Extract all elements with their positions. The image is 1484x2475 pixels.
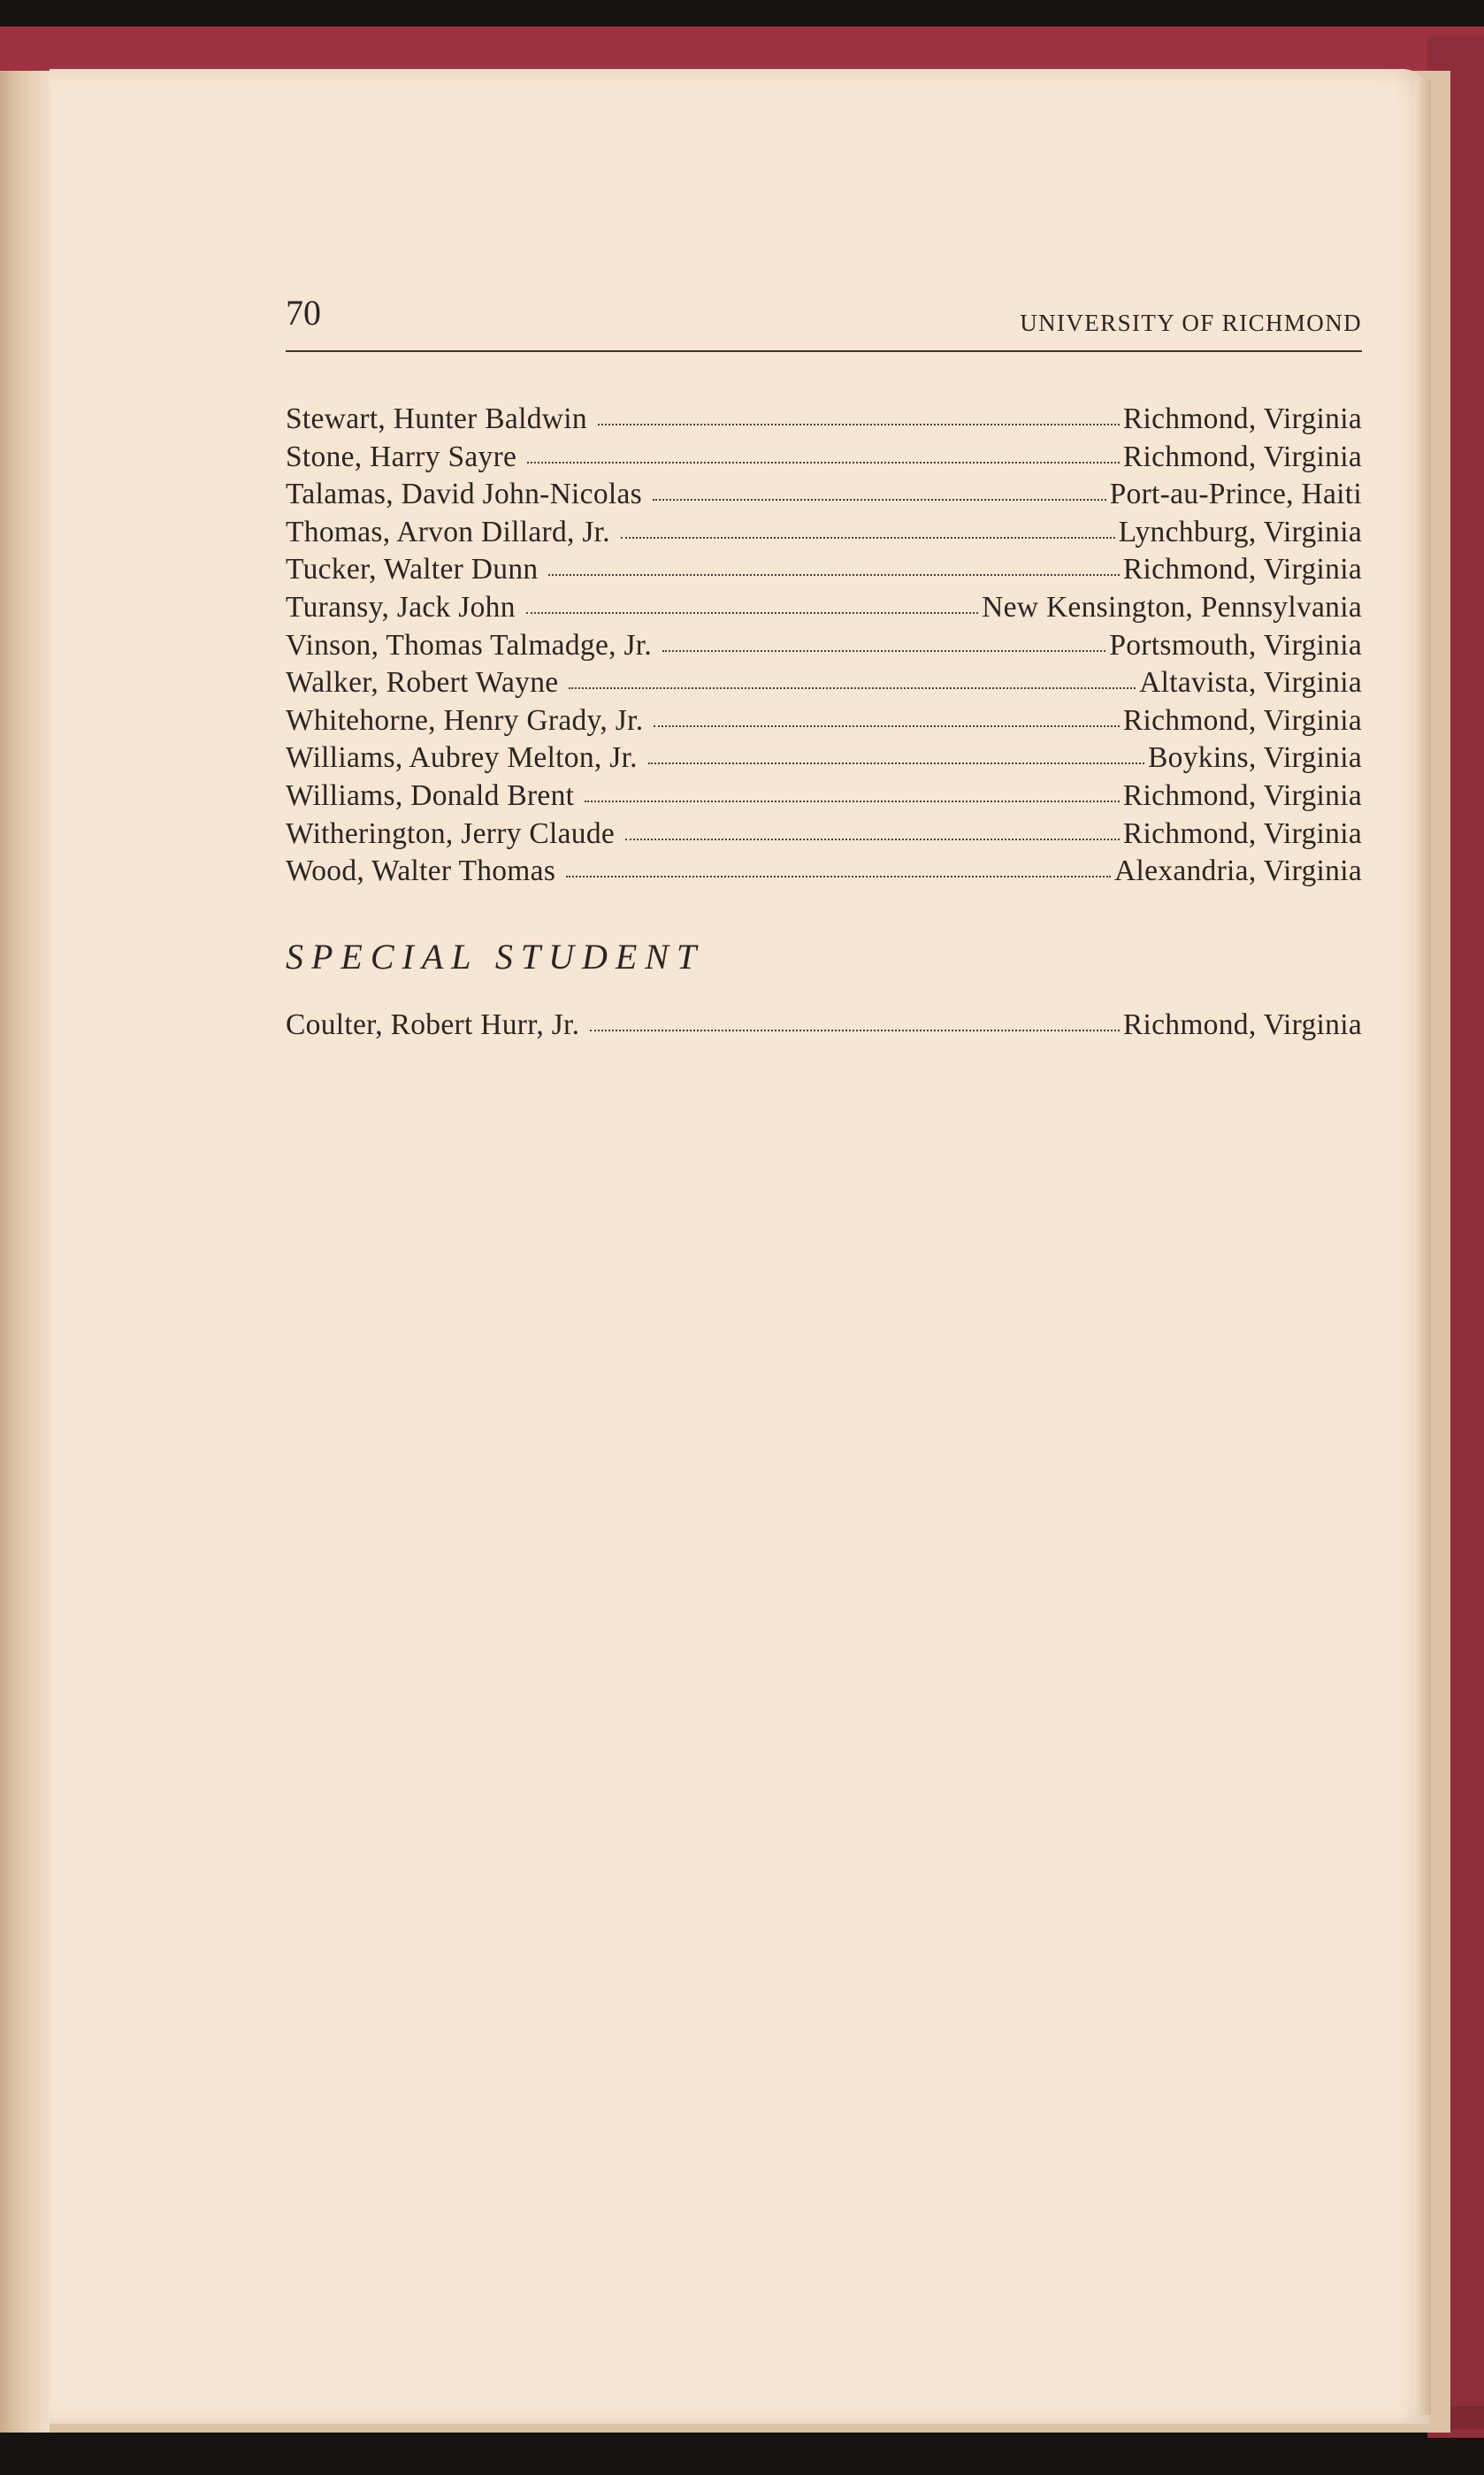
student-name: Whitehorne, Henry Grady, Jr. [286,703,644,737]
list-item [286,779,1362,817]
dot-leader [662,650,1105,652]
student-hometown: New Kensington, Pennsylvania [982,590,1362,624]
student-hometown: Boykins, Virginia [1148,741,1362,775]
page-curl-edge [1415,80,1431,2415]
list-item [286,666,1362,704]
student-list [286,402,1362,893]
list-item [286,1008,1362,1046]
student-hometown: Altavista, Virginia [1139,666,1362,700]
dot-leader [527,462,1120,464]
list-item [286,402,1362,441]
student-name: Stewart, Hunter Baldwin [286,402,587,435]
list-item [286,629,1362,667]
dot-leader [526,612,978,614]
student-name: Walker, Robert Wayne [286,666,559,700]
dot-leader [590,1030,1120,1031]
student-hometown: Richmond, Virginia [1122,703,1362,737]
student-name: Tucker, Walter Dunn [286,553,539,586]
student-hometown: Richmond, Virginia [1122,553,1362,586]
dot-leader [598,424,1120,425]
dot-leader [625,839,1120,840]
section-heading-special-student: SPECIAL STUDENT [286,937,705,977]
dot-leader [569,687,1136,689]
running-head-title: UNIVERSITY OF RICHMOND [1020,310,1362,336]
page-gutter-edges [0,71,50,2433]
page-number: 70 [286,293,321,333]
student-hometown: Alexandria, Virginia [1114,854,1362,888]
list-item [286,817,1362,855]
list-item [286,741,1362,779]
student-name: Thomas, Arvon Dillard, Jr. [286,515,610,548]
dot-leader [653,499,1106,501]
student-name: Williams, Donald Brent [286,778,575,812]
dot-leader [566,876,1111,877]
list-item [286,704,1362,742]
dot-leader [648,762,1144,764]
dot-leader [548,574,1119,576]
student-hometown: Port-au-Prince, Haiti [1109,478,1362,511]
dot-leader [654,725,1119,727]
student-hometown: Richmond, Virginia [1122,816,1362,850]
student-hometown: Richmond, Virginia [1122,402,1362,435]
running-head [286,288,1362,352]
student-name: Witherington, Jerry Claude [286,816,616,850]
list-item [286,854,1362,893]
student-hometown: Portsmouth, Virginia [1109,628,1362,662]
list-item [286,516,1362,554]
list-item [286,553,1362,591]
student-hometown: Richmond, Virginia [1122,1008,1362,1041]
list-item [286,478,1362,516]
special-student-list [286,1008,1362,1046]
student-name: Wood, Walter Thomas [286,854,556,888]
list-item [286,591,1362,629]
dot-leader [585,801,1120,802]
student-hometown: Richmond, Virginia [1122,778,1362,812]
student-name: Vinson, Thomas Talmadge, Jr. [286,628,653,662]
student-name: Stone, Harry Sayre [286,440,517,473]
list-item [286,441,1362,479]
student-name: Talamas, David John-Nicolas [286,478,643,511]
student-hometown: Richmond, Virginia [1122,440,1362,473]
student-name: Williams, Aubrey Melton, Jr. [286,741,638,775]
student-hometown: Lynchburg, Virginia [1118,515,1362,548]
dot-leader [621,537,1115,539]
student-name: Coulter, Robert Hurr, Jr. [286,1008,580,1041]
student-name: Turansy, Jack John [286,590,516,624]
